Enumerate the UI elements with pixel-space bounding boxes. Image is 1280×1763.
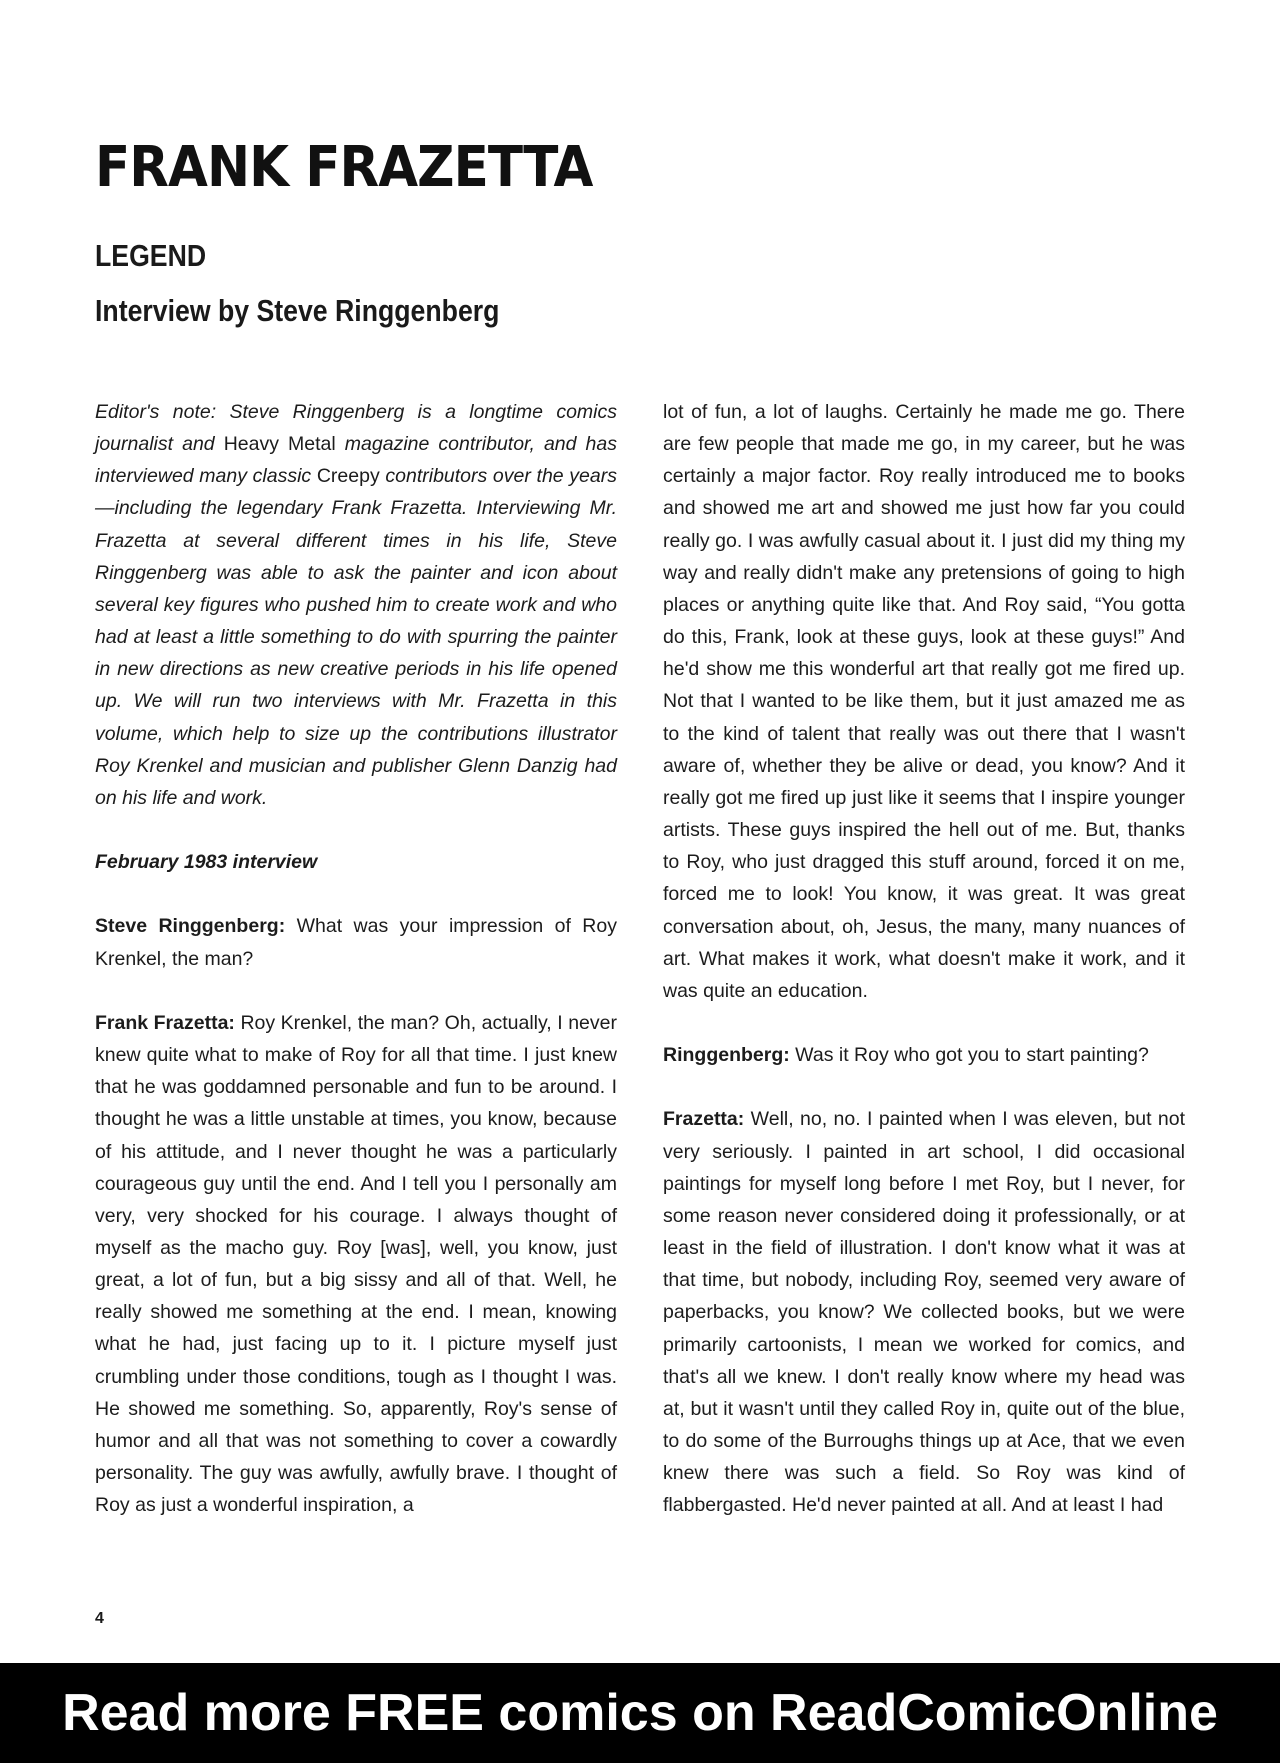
question-text: What was your impression of Roy Krenkel, the man? xyxy=(95,915,617,970)
editors-note-part3: contributors over the years—including the legendary Frank Frazetta. Interviewing Mr. Frazetta at several different times in his life, Steve Ringgenberg was able to ask the painter and icon about several key figures who pushed him to create work and who had at least a little something to do with spurring the painter in new directions as new creative periods in his life opened up. We will run two interviews with Mr. Frazetta in this volume, which help to size up the contributions illustrator Roy Krenkel and musician and publisher Glenn Danzig had on his life and work. xyxy=(95,465,617,809)
promo-banner[interactable] xyxy=(0,1663,1280,1763)
article-title: FRANK FRAZETTA xyxy=(95,135,593,200)
question-1 xyxy=(95,910,617,974)
page-number: 4 xyxy=(95,1610,104,1627)
speaker-label: Frazetta: xyxy=(663,1108,745,1131)
speaker-label: Ringgenberg: xyxy=(663,1044,790,1067)
magazine-title-creepy: Creepy xyxy=(316,465,380,488)
answer-text: Well, no, no. I painted when I was eleven, but not very seriously. I painted in art school, I did occasional paintings for myself long before I met Roy, but I never, for some reason never considered doing it professionally, or at least in the field of illustration. I don't know what it was at that time, but nobody, including Roy, seemed very aware of paperbacks, you know? We collected books, but we were primarily cartoonists, I mean we worked for comics, and that's all we knew. I don't really know where my head was at, but it wasn't until they called Roy in, quite out of the blue, to do some of the Burroughs things up at Ace, that we even knew there was such a field. So Roy was kind of flabbergasted. He'd never painted at all. And at least I had xyxy=(663,1108,1185,1517)
article-byline: Interview by Steve Ringgenberg xyxy=(95,293,500,328)
text-column-right xyxy=(663,396,1185,1521)
text-column-left xyxy=(95,396,617,1521)
speaker-label: Steve Ringgenberg: xyxy=(95,915,286,938)
answer-text: Roy Krenkel, the man? Oh, actually, I never knew quite what to make of Roy for all that time. I just knew that he was goddamned personable and fun to be around. I thought he was a little unstable at times, you know, because of his attitude, and I never thought he was a particularly courageous guy until the end. And I tell you I personally am very, very shocked for his courage. I always thought of myself as the macho guy. Roy [was], well, you know, just great, a lot of fun, but a big sissy and all of that. Well, he really showed me something at the end. I mean, knowing what he had, just facing up to it. I picture myself just crumbling under those conditions, tough as I thought I was. He showed me something. So, apparently, Roy's sense of humor and all that was not something to cover a cowardly personality. The guy was awfully, awfully brave. I thought of Roy as just a wonderful inspiration, a xyxy=(95,1011,617,1517)
promo-banner-text[interactable]: Read more FREE comics on ReadComicOnline xyxy=(62,1684,1218,1742)
magazine-title-heavy-metal: Heavy Metal xyxy=(223,433,336,456)
answer-2 xyxy=(663,1103,1185,1521)
question-2 xyxy=(663,1039,1185,1071)
article-subtitle: LEGEND xyxy=(95,238,207,273)
answer-1 xyxy=(95,1007,617,1522)
editors-note xyxy=(95,396,617,814)
editors-note-part1: Editor's note: Steve Ringgenberg is a longtime comics journalist and xyxy=(95,401,617,456)
interview-dateline: February 1983 interview xyxy=(95,851,318,874)
speaker-label: Frank Frazetta: xyxy=(95,1011,235,1034)
editors-note-part2: magazine contributor, and has interviewed many classic xyxy=(95,433,617,488)
question-text: Was it Roy who got you to start painting? xyxy=(789,1044,1149,1067)
answer-1-continued: lot of fun, a lot of laughs. Certainly he made me go. There are few people that made me go, in my career, but he was certainly a major factor. Roy really introduced me to books and showed me art and showed me just how far you could really go. I was awfully casual about it. I just did my thing my way and really didn't make any pretensions of going to high places or anything quite like that. And Roy said, “You gotta do this, Frank, look at these guys, look at these guys!” And he'd show me this wonderful art that really got me fired up. Not that I wanted to be like them, but it just amazed me as to the kind of talent that really was out there that I wasn't aware of, whether they be alive or dead, you know? And it really got me fired up just like it seems that I inspire younger artists. These guys inspired the hell out of me. But, thanks to Roy, who just dragged this stuff around, forced it on me, forced me to look! You know, it was great. It was great conversation about, oh, Jesus, the many, many nuances of art. What makes it work, what doesn't make it work, and it was quite an education. xyxy=(663,401,1185,1002)
